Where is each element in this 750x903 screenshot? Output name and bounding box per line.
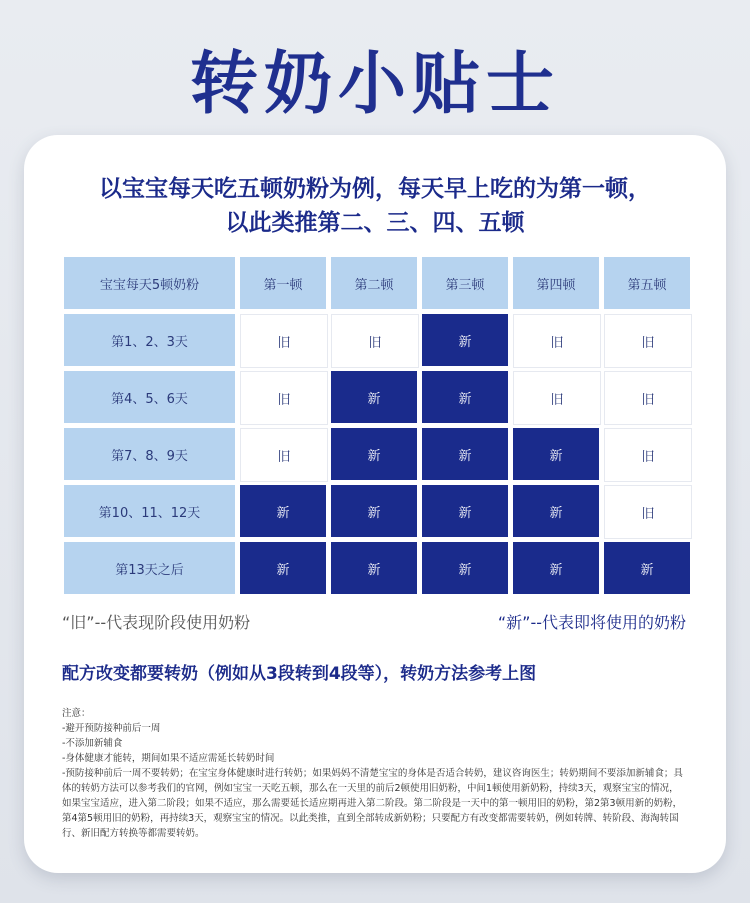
- column-header: 第四顿: [513, 257, 599, 309]
- row-label: 第4、5、6天: [64, 371, 235, 423]
- cell-new: 新: [422, 428, 508, 480]
- cell-old: 旧: [513, 371, 601, 425]
- cell-old: 旧: [604, 371, 692, 425]
- cell-new: 新: [604, 542, 690, 594]
- cell-new: 新: [240, 485, 326, 537]
- cell-new: 新: [422, 542, 508, 594]
- row-label: 第13天之后: [64, 542, 235, 594]
- cell-new: 新: [240, 542, 326, 594]
- cell-old: 旧: [604, 314, 692, 368]
- table-corner-header: 宝宝每天5顿奶粉: [64, 257, 235, 309]
- cell-new: 新: [331, 428, 417, 480]
- notes-heading: 注意：: [62, 708, 91, 719]
- note-item: -不添加新辅食: [62, 738, 123, 749]
- column-header: 第一顿: [240, 257, 326, 309]
- column-header: 第五顿: [604, 257, 690, 309]
- cell-old: 旧: [240, 428, 328, 482]
- row-label: 第10、11、12天: [64, 485, 235, 537]
- cell-new: 新: [331, 485, 417, 537]
- cell-new: 新: [422, 485, 508, 537]
- cell-old: 旧: [240, 314, 328, 368]
- cell-old: 旧: [604, 485, 692, 539]
- legend-new: “新”--代表即将使用的奶粉: [497, 613, 686, 632]
- note-item: -身体健康才能转，期间如果不适应需延长转奶时间: [62, 753, 275, 764]
- intro-line-1: 以宝宝每天吃五顿奶粉为例，每天早上吃的为第一顿，: [99, 176, 651, 202]
- column-header: 第二顿: [331, 257, 417, 309]
- cell-old: 旧: [331, 314, 419, 368]
- notes-section: [62, 706, 688, 841]
- cell-new: 新: [513, 428, 599, 480]
- row-label: 第7、8、9天: [64, 428, 235, 480]
- intro-line-2: 以此类推第二、三、四、五顿: [225, 210, 525, 236]
- note-item: -预防接种前后一周不要转奶；在宝宝身体健康时进行转奶；如果妈妈不清楚宝宝的身体是否适合转奶，建议咨询医生；转奶期间不要添加新辅食；具体的转奶方法可以参考我们的官网，例如宝宝一天吃五顿，那么在一天里的前后2顿使用旧奶粉，中间1顿使用新奶粉，持续3天，观察宝宝的情况，如果宝宝适应，进入第二阶段；如果不适应，那么需要延长适应期再进入第二阶段。第二阶段是一天中的第一顿用旧的奶粉，第2第3顿用新的奶粉，第4第5顿用旧的奶粉，再持续3天，观察宝宝的情况。以此类推，直到全部转成新奶粉；只要配方有改变都需要转奶，例如转牌、转阶段、海淘转国行、新旧配方转换等都需要转奶。: [62, 768, 683, 839]
- cell-new: 新: [422, 371, 508, 423]
- note-item: -避开预防接种前后一周: [62, 723, 161, 734]
- cell-new: 新: [422, 314, 508, 366]
- legend-old: “旧”--代表现阶段使用奶粉: [62, 613, 251, 632]
- cell-new: 新: [513, 542, 599, 594]
- cell-new: 新: [513, 485, 599, 537]
- intro-text: [0, 172, 750, 240]
- row-label: 第1、2、3天: [64, 314, 235, 366]
- cell-old: 旧: [240, 371, 328, 425]
- cell-new: 新: [331, 542, 417, 594]
- formula-change-note: 配方改变都要转奶（例如从3段转到4段等），转奶方法参考上图: [62, 664, 537, 684]
- column-header: 第三顿: [422, 257, 508, 309]
- cell-new: 新: [331, 371, 417, 423]
- cell-old: 旧: [513, 314, 601, 368]
- page-title: 转奶小贴士: [189, 45, 560, 124]
- cell-old: 旧: [604, 428, 692, 482]
